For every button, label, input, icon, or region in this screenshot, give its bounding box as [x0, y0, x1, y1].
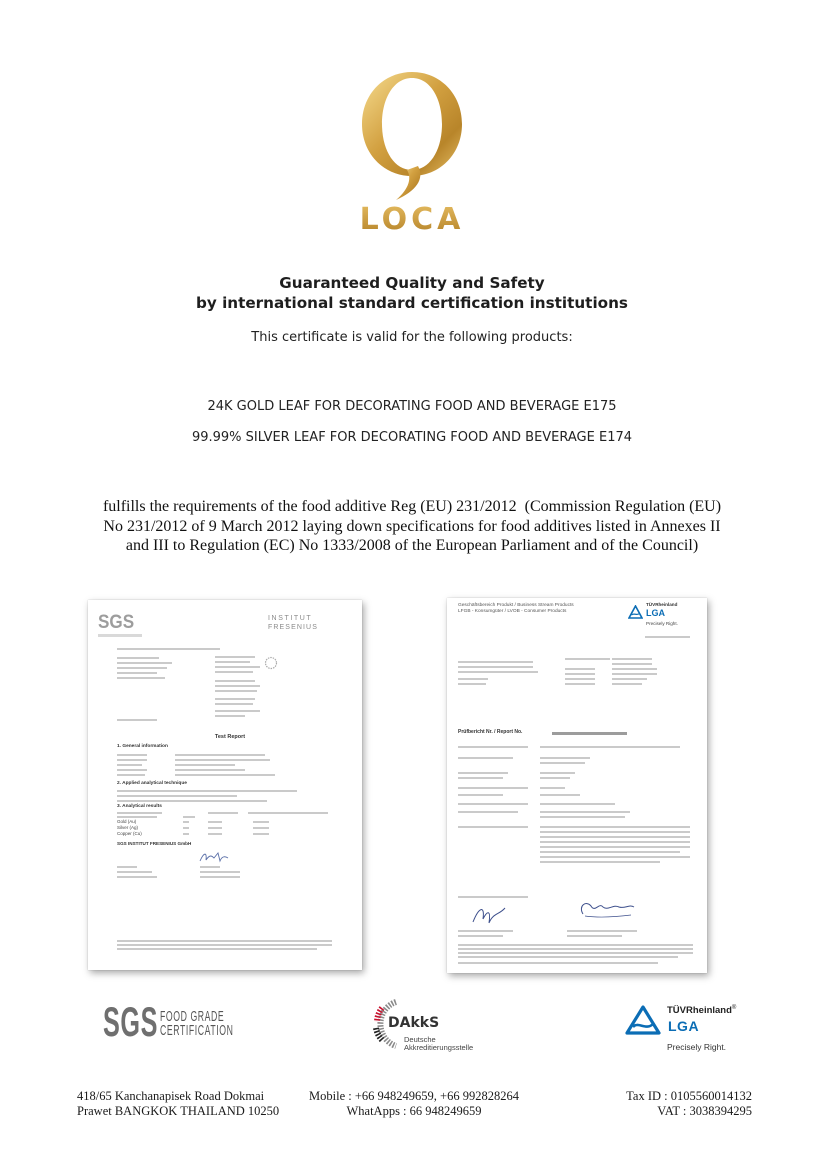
illegible-text-line: [200, 871, 240, 873]
signature-image: [575, 898, 637, 922]
illegible-text-line: [117, 795, 237, 797]
illegible-text-line: [612, 668, 657, 670]
tuv-mark-bold: TÜV: [667, 1005, 686, 1016]
report-header-line-2: LFGB - Konsumgüter / LVOB - Consumer Products: [458, 609, 567, 614]
illegible-text-line: [645, 636, 690, 638]
illegible-text-line: [540, 846, 690, 848]
illegible-text-line: [458, 794, 503, 796]
illegible-text-line: [458, 678, 488, 680]
dakks-line-1: Deutsche: [404, 1035, 436, 1044]
product-gold-leaf: 24K GOLD LEAF FOR DECORATING FOOD AND BEVERAGE E175: [207, 399, 617, 414]
illegible-text-line: [458, 757, 513, 759]
illegible-text-line: [248, 812, 328, 814]
illegible-text-line: [117, 759, 147, 761]
illegible-text-line: [200, 866, 220, 868]
result-row-copper: Copper (Cu): [117, 831, 142, 836]
illegible-text-line: [175, 754, 265, 756]
illegible-text-line: [215, 698, 255, 700]
illegible-text-line: [540, 836, 690, 838]
report-brand-sub: LGA: [646, 608, 665, 618]
result-row-gold: Gold (Au): [117, 819, 137, 824]
illegible-text-line: [540, 851, 680, 853]
illegible-text-line: [215, 666, 260, 668]
heading-line-1: Guaranteed Quality and Safety: [279, 274, 545, 292]
illegible-text-line: [117, 944, 332, 946]
compliance-line-3: and III to Regulation (EC) No 1333/2008 of the European Parliament and of the Council): [125, 537, 699, 554]
illegible-text-line: [215, 710, 260, 712]
illegible-text-line: [540, 816, 625, 818]
institute-name-line-1: INSTITUT: [268, 615, 313, 622]
compliance-line-1: fulfills the requirements of the food additive Reg (EU) 231/2012 (Commission Regulation (EU): [102, 498, 722, 515]
footer-address: [77, 1089, 279, 1119]
report-title: Test Report: [214, 734, 246, 740]
illegible-text-line: [208, 827, 222, 829]
illegible-text-line: [540, 803, 615, 805]
illegible-text-line: [612, 658, 652, 660]
illegible-text-line: [215, 685, 260, 687]
illegible-text-line: [612, 683, 642, 685]
illegible-text-line: [458, 826, 528, 828]
illegible-text-line: [175, 759, 270, 761]
illegible-text-line: [208, 821, 222, 823]
illegible-text-line: [183, 827, 189, 829]
illegible-text-line: [458, 777, 503, 779]
illegible-text-line: [117, 816, 157, 818]
institute-name-line-2: FRESENIUS: [268, 624, 318, 631]
illegible-text-line: [540, 757, 590, 759]
tuv-test-report-thumbnail: [447, 598, 707, 973]
report-brand-name: TÜVRheinland: [646, 602, 678, 607]
illegible-text-line: [215, 703, 253, 705]
illegible-text-line: [612, 663, 652, 665]
illegible-text-line: [175, 774, 275, 776]
address-line-2: Prawet BANGKOK THAILAND 10250: [77, 1104, 280, 1118]
illegible-text-line: [567, 930, 637, 932]
illegible-text-line: [175, 769, 245, 771]
illegible-text-line: [117, 672, 157, 674]
report-company-name: SGS INSTITUT FRESENIUS GmbH: [117, 841, 192, 846]
section-analytical-technique: 2. Applied analytical technique: [117, 781, 187, 786]
illegible-text-line: [458, 683, 486, 685]
dakks-mark: DAkkS: [388, 1015, 440, 1031]
report-number-label: Prüfbericht Nr. / Report No.: [458, 729, 523, 735]
illegible-text-line: [458, 746, 528, 748]
intro-text: This certificate is valid for the following products:: [251, 330, 573, 345]
illegible-text-line: [565, 673, 595, 675]
illegible-text-line: [175, 764, 235, 766]
product-silver-leaf: 99.99% SILVER LEAF FOR DECORATING FOOD AND BEVERAGE E174: [191, 430, 633, 445]
illegible-text-line: [540, 861, 660, 863]
illegible-text-line: [117, 662, 172, 664]
result-row-silver: Silver (Ag): [117, 825, 139, 830]
footer-tax: [626, 1089, 752, 1119]
illegible-text-line: [208, 833, 222, 835]
illegible-text-line: [253, 827, 269, 829]
illegible-text-line: [117, 764, 142, 766]
illegible-text-line: [117, 948, 317, 950]
illegible-text-line: [458, 935, 503, 937]
illegible-text-line: [117, 657, 159, 659]
illegible-text-line: [552, 732, 627, 735]
illegible-text-line: [117, 754, 147, 756]
illegible-text-line: [117, 940, 332, 942]
illegible-text-line: [215, 671, 253, 673]
illegible-text-line: [215, 680, 255, 682]
compliance-line-2: No 231/2012 of 9 March 2012 laying down specifications for food additives listed in Annexes II: [103, 517, 721, 535]
illegible-text-line: [565, 668, 595, 670]
illegible-text-line: [458, 930, 513, 932]
tuv-rheinland-logo: [624, 1002, 744, 1054]
illegible-text-line: [117, 812, 162, 814]
illegible-text-line: [540, 841, 690, 843]
registered-mark: ®: [731, 1005, 737, 1011]
illegible-text-line: [458, 948, 693, 950]
illegible-text-line: [540, 772, 575, 774]
illegible-text-line: [458, 962, 658, 964]
sgs-test-report-thumbnail: [88, 600, 362, 970]
illegible-text-line: [458, 661, 533, 663]
mobile-line: Mobile : +66 948249659, +66 992828264: [309, 1089, 519, 1103]
illegible-text-line: [565, 683, 595, 685]
heading-line-2: by international standard certification institutions: [196, 294, 628, 312]
sgs-mark: SGS: [103, 998, 159, 1045]
illegible-text-line: [540, 856, 690, 858]
illegible-text-line: [117, 871, 152, 873]
illegible-text-line: [117, 769, 147, 771]
illegible-text-line: [458, 896, 528, 898]
footer-contact: [279, 1089, 549, 1119]
illegible-text-line: [540, 794, 580, 796]
illegible-text-line: [565, 678, 595, 680]
illegible-text-line: [567, 935, 622, 937]
illegible-text-line: [458, 944, 693, 946]
illegible-text-line: [253, 833, 269, 835]
illegible-text-line: [253, 821, 269, 823]
illegible-text-line: [208, 812, 238, 814]
vat-line: VAT : 3038394295: [657, 1104, 752, 1118]
illegible-text-line: [117, 876, 157, 878]
address-line-1: 418/65 Kanchanapisek Road Dokmai: [77, 1089, 265, 1103]
illegible-text-line: [117, 790, 297, 792]
illegible-text-line: [540, 746, 680, 748]
tuv-triangle-icon: [628, 605, 643, 619]
illegible-text-line: [458, 772, 508, 774]
illegible-text-line: [565, 658, 610, 660]
accreditation-seal-icon: [264, 656, 278, 670]
illegible-text-line: [117, 866, 137, 868]
qloca-logo: [352, 66, 472, 238]
illegible-text-line: [458, 952, 693, 954]
illegible-text-line: [540, 787, 565, 789]
illegible-text-line: [458, 956, 678, 958]
section-analytical-results: 3. Analytical results: [117, 804, 162, 809]
illegible-text-line: [540, 811, 630, 813]
illegible-text-line: [540, 826, 690, 828]
illegible-text-line: [215, 690, 257, 692]
food-grade-text: FOOD GRADE: [160, 1008, 225, 1025]
illegible-text-line: [183, 816, 195, 818]
signature-image: [469, 903, 509, 927]
illegible-text-line: [458, 811, 518, 813]
illegible-text-line: [215, 715, 245, 717]
tuv-mark-regular: Rheinland: [686, 1005, 732, 1016]
tax-id-line: Tax ID : 0105560014132: [626, 1089, 752, 1103]
sgs-logo-underline: [98, 634, 142, 637]
logo-wordmark: LOCA: [359, 202, 465, 237]
illegible-text-line: [117, 667, 167, 669]
illegible-text-line: [540, 762, 585, 764]
sgs-report-logo: SGS: [98, 612, 135, 633]
illegible-text-line: [117, 677, 165, 679]
illegible-text-line: [215, 656, 255, 658]
illegible-text-line: [215, 661, 250, 663]
illegible-text-line: [117, 774, 145, 776]
dakks-line-2: Akkreditierungsstelle: [404, 1043, 474, 1052]
q-ring-shape: [362, 72, 462, 176]
illegible-text-line: [183, 833, 189, 835]
certification-text: CERTIFICATION: [160, 1022, 234, 1039]
illegible-text-line: [612, 673, 657, 675]
illegible-text-line: [200, 876, 240, 878]
report-tagline: Precisely Right.: [646, 621, 678, 626]
whatsapp-line: WhatApps : 66 948249659: [346, 1104, 482, 1118]
illegible-text-line: [458, 803, 528, 805]
illegible-text-line: [540, 777, 570, 779]
lga-mark: LGA: [668, 1018, 700, 1034]
illegible-text-line: [183, 821, 189, 823]
dakks-logo: [366, 996, 492, 1054]
illegible-text-line: [612, 678, 647, 680]
illegible-text-line: [458, 671, 538, 673]
tuv-triangle-icon: [624, 1004, 662, 1036]
signature-image: [198, 849, 230, 865]
illegible-text-line: [117, 800, 267, 802]
illegible-text-line: [458, 666, 533, 668]
sgs-food-grade-logo: [103, 998, 248, 1045]
illegible-text-line: [458, 787, 528, 789]
illegible-text-line: [117, 648, 220, 650]
section-general-information: 1. General information: [117, 744, 168, 749]
report-header-line-1: Geschäftsbereich Produkt / Business Stream Products: [458, 603, 574, 608]
tuv-tagline: Precisely Right.: [667, 1042, 727, 1052]
illegible-text-line: [540, 831, 690, 833]
illegible-text-line: [117, 719, 157, 721]
